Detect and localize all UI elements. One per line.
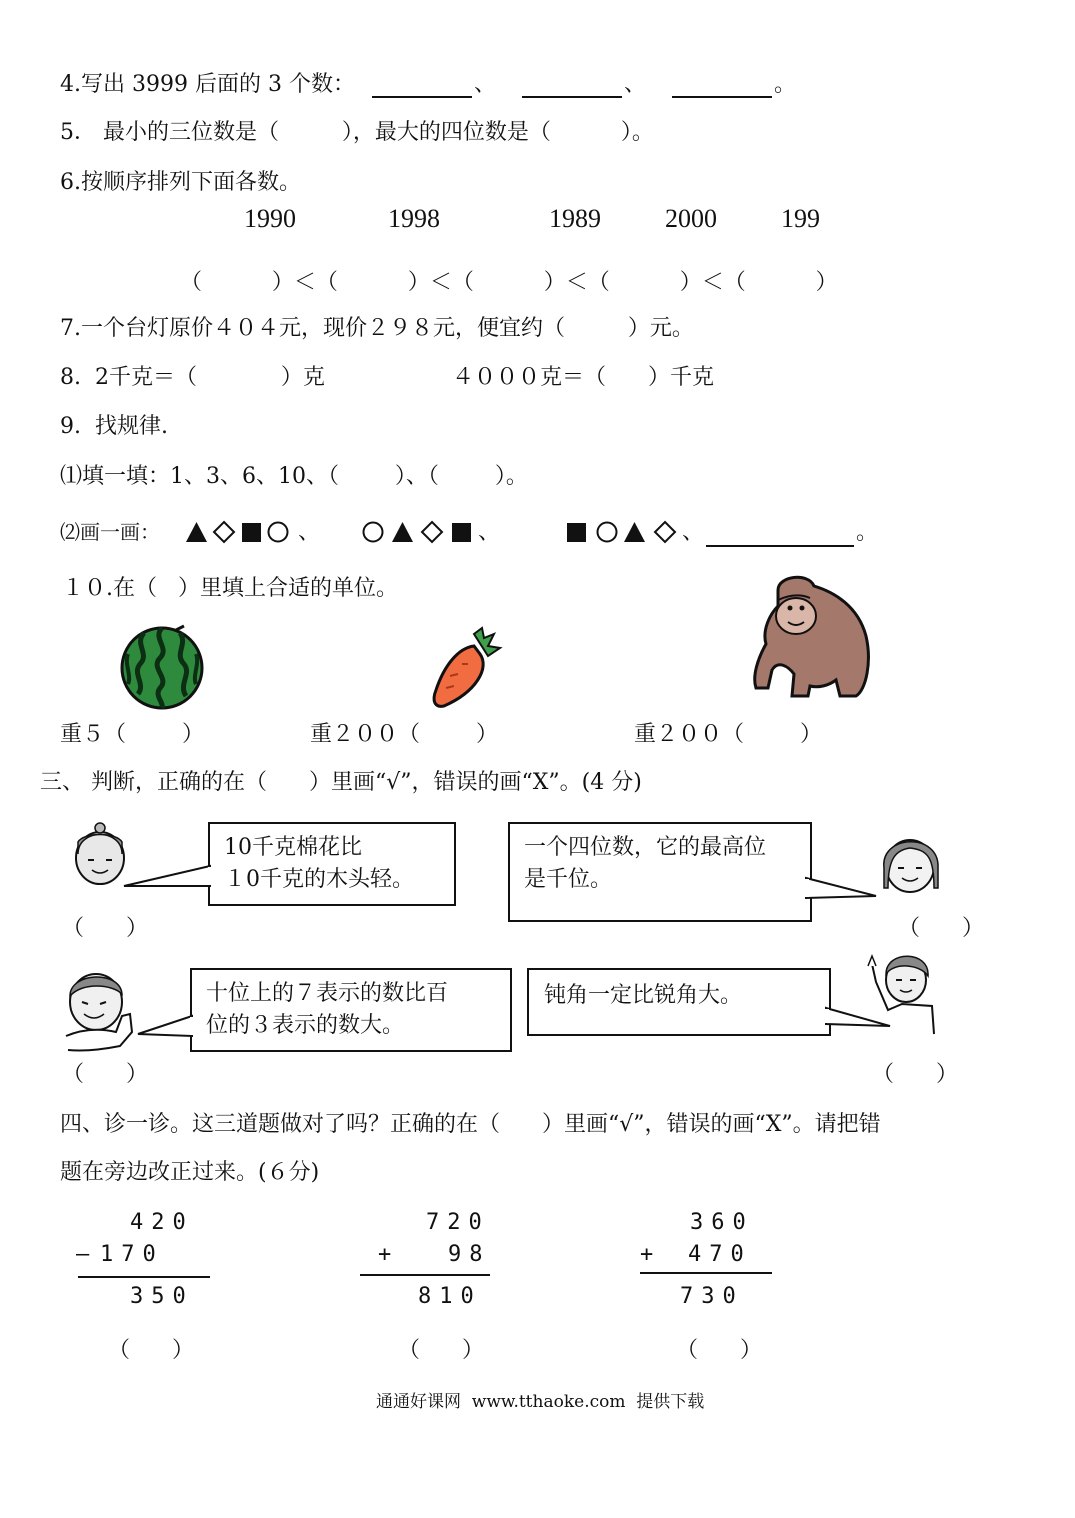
q8-left: 8. 2千克＝（ ）克 <box>60 365 325 390</box>
problem-1-rule <box>78 1276 210 1278</box>
watermelon-icon <box>118 624 206 712</box>
triangle-icon <box>392 522 413 542</box>
q6-number-4: 2000 <box>665 204 717 233</box>
diamond-icon <box>655 522 675 542</box>
bubble-1-answer[interactable]: （ ） <box>62 916 148 941</box>
q6-order-row[interactable]: （ ）＜（ ）＜（ ）＜（ ）＜（ ） <box>180 270 838 295</box>
problem-3-result: 730 <box>680 1284 744 1309</box>
bubble-2-line-2: 是千位。 <box>524 867 613 892</box>
problem-1-result: 350 <box>130 1284 194 1309</box>
woman-face-icon <box>878 828 944 896</box>
problem-2-operator: + <box>378 1242 392 1267</box>
circle-icon <box>598 523 617 542</box>
q6-number-3: 1989 <box>549 204 601 233</box>
q6-number-5: 199 <box>781 204 820 233</box>
footer: 通通好课网 www.tthaoke.com 提供下载 <box>376 1392 705 1412</box>
square-icon <box>567 523 586 542</box>
square-icon <box>452 523 471 542</box>
q4-blank-3[interactable] <box>672 96 772 98</box>
pattern-group-3 <box>564 518 684 546</box>
problem-3-top: 360 <box>690 1210 754 1235</box>
q9-title: 9. 找规律. <box>60 414 168 439</box>
problem-2-bottom: 98 <box>448 1242 491 1267</box>
q9-sep-3: 、 <box>682 520 705 545</box>
bubble-1-line-1: 10千克棉花比 <box>224 835 362 860</box>
square-icon <box>242 523 261 542</box>
q6-title: 6.按顺序排列下面各数。 <box>60 170 301 195</box>
bubble-3-line-2: 位的３表示的数大。 <box>206 1013 405 1038</box>
q10-title: １０.在（ ）里填上合适的单位。 <box>62 576 398 601</box>
q4-text: 4.写出 3999 后面的 3 个数： <box>60 72 355 97</box>
q7-text: 7.一个台灯原价４０４元，现价２９８元，便宜约（ ）元。 <box>60 316 694 341</box>
circle-icon <box>269 523 288 542</box>
problem-3-bottom: 470 <box>688 1242 752 1267</box>
part4-line-2: 题在旁边改正过来。(６分) <box>60 1160 320 1185</box>
q9-sub2-label: ⑵画一画： <box>60 520 160 544</box>
bubble-2-answer[interactable]: （ ） <box>898 916 984 941</box>
circle-icon <box>364 523 383 542</box>
q9-sub1: ⑴填一填：1、3、6、10、（ ）、（ ）。 <box>60 464 528 489</box>
problem-1-answer[interactable]: （ ） <box>108 1338 194 1363</box>
pattern-group-2 <box>360 518 480 546</box>
part3-title: 三、 判断，正确的在（ ）里画“√”，错误的画“X”。(4 分) <box>40 770 642 795</box>
triangle-icon <box>624 522 645 542</box>
boy-pointing-icon <box>858 948 938 1036</box>
q9-end: 。 <box>856 520 879 545</box>
diamond-icon <box>214 522 234 542</box>
problem-2-result: 810 <box>418 1284 482 1309</box>
part4-line-1: 四、诊一诊。这三道题做对了吗？正确的在（ ）里画“√”，错误的画“X”。请把错 <box>60 1112 881 1137</box>
problem-1-top: 420 <box>130 1210 194 1235</box>
gorilla-icon <box>748 570 876 702</box>
bubble-2-line-1: 一个四位数，它的最高位 <box>524 835 767 860</box>
bubble-1-line-2: １0千克的木头轻。 <box>224 867 414 892</box>
bubble-3-answer[interactable]: （ ） <box>62 1062 148 1087</box>
q8-right: ４０００克＝（ ）千克 <box>452 365 714 390</box>
q9-pattern-blank[interactable] <box>706 545 854 547</box>
carrot-icon <box>430 624 504 710</box>
problem-3-operator: + <box>640 1242 654 1267</box>
problem-3-answer[interactable]: （ ） <box>676 1338 762 1363</box>
problem-2-answer[interactable]: （ ） <box>398 1338 484 1363</box>
q4-sep-1: 、 <box>474 72 497 97</box>
q6-number-1: 1990 <box>244 204 296 233</box>
boy-thumb-icon <box>60 966 138 1056</box>
q5-text: 5． 最小的三位数是（ ），最大的四位数是（ ）。 <box>60 120 654 145</box>
q4-sep-2: 、 <box>624 72 647 97</box>
q6-number-2: 1998 <box>388 204 440 233</box>
problem-3-rule <box>640 1272 772 1274</box>
q10-item-watermelon: 重５（ ） <box>60 722 204 747</box>
q4-blank-2[interactable] <box>522 96 622 98</box>
q10-item-gorilla: 重２００（ ） <box>634 722 822 747</box>
q10-item-carrot: 重２００（ ） <box>310 722 498 747</box>
bubble-3-line-1: 十位上的７表示的数比百 <box>206 981 449 1006</box>
q4-end: 。 <box>774 72 797 97</box>
bubble-4-answer[interactable]: （ ） <box>872 1062 958 1087</box>
problem-2-top: 720 <box>426 1210 490 1235</box>
problem-1-bottom: 170 <box>100 1242 164 1267</box>
q9-sep-2: 、 <box>478 520 501 545</box>
problem-2-rule <box>360 1274 490 1276</box>
problem-1-operator: — <box>76 1242 90 1267</box>
bubble-4-line-1: 钝角一定比锐角大。 <box>544 983 743 1008</box>
triangle-icon <box>186 522 207 542</box>
diamond-icon <box>422 522 442 542</box>
q9-sep-1: 、 <box>298 520 321 545</box>
q4-blank-1[interactable] <box>372 96 472 98</box>
